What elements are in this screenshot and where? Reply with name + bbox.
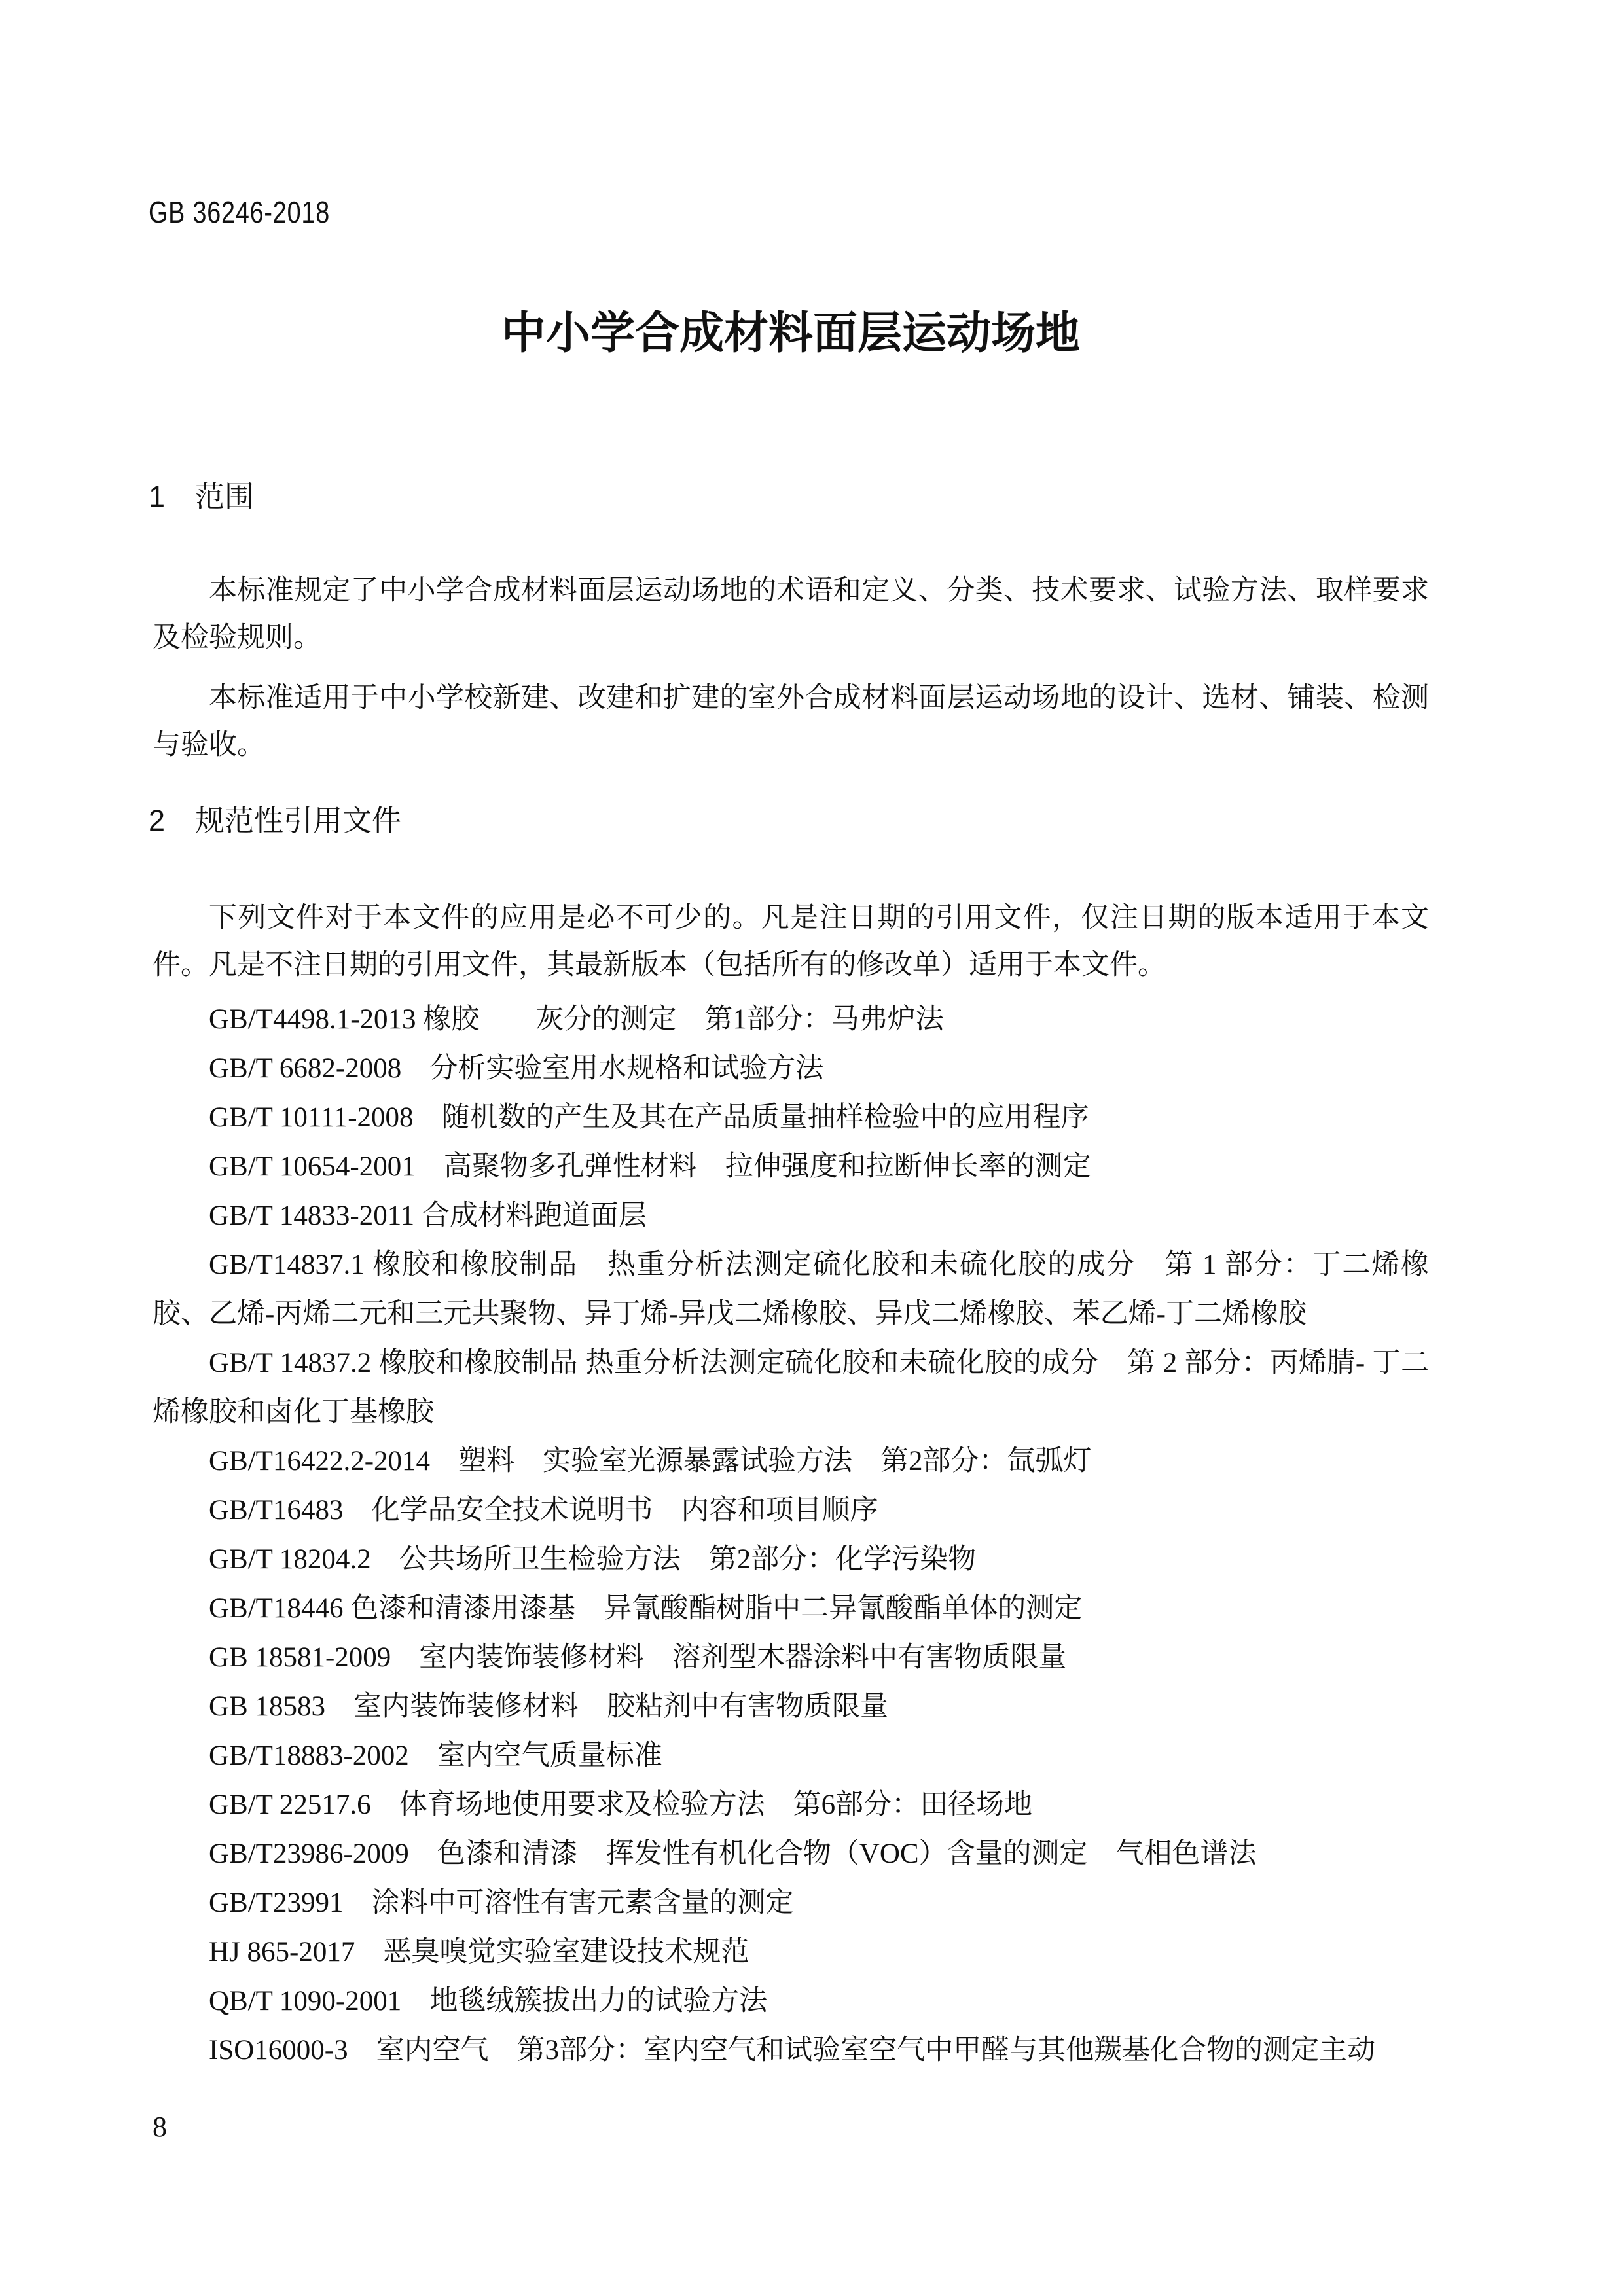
section-heading-normative-references: [149, 803, 401, 838]
reference-item: GB/T 14837.2 橡胶和橡胶制品 热重分析法测定硫化胶和未硫化胶的成分 第 2 部分：丙烯腈- 丁二烯橡胶和卤化丁基橡胶: [153, 1348, 1429, 1427]
reference-item: GB/T23991 涂料中可溶性有害元素含量的测定: [209, 1888, 794, 1918]
reference-item: GB/T 18204.2 公共场所卫生检验方法 第2部分：化学污染物: [209, 1544, 977, 1575]
section-heading-label: 范围: [195, 480, 255, 513]
reference-item: ISO16000-3 室内空气 第3部分：室内空气和试验室空气中甲醛与其他羰基化合物的测定主动: [209, 2035, 1376, 2066]
section-number: 1: [149, 480, 166, 513]
reference-item: GB 18581-2009 室内装饰装修材料 溶剂型木器涂料中有害物质限量: [209, 1642, 1067, 1673]
section-number: 2: [149, 804, 166, 837]
reference-item: GB/T14837.1 橡胶和橡胶制品 热重分析法测定硫化胶和未硫化胶的成分 第 1 部分：丁二烯橡胶、乙烯-丙烯二元和三元共聚物、异丁烯-异戊二烯橡胶、异戊二烯橡胶、苯乙烯-丁二烯橡胶: [153, 1249, 1429, 1329]
references-intro-paragraph: 下列文件对于本文件的应用是必不可少的。凡是注日期的引用文件，仅注日期的版本适用于本文件。凡是不注日期的引用文件，其最新版本（包括所有的修改单）适用于本文件。: [153, 903, 1429, 980]
section-heading-scope: [149, 479, 254, 514]
reference-item: QB/T 1090-2001 地毯绒簇拔出力的试验方法: [209, 1986, 768, 2017]
reference-item: GB/T18446 色漆和清漆用漆基 异氰酸酯树脂中二异氰酸酯单体的测定: [209, 1593, 1083, 1624]
scope-paragraph-1: 本标准规定了中小学合成材料面层运动场地的术语和定义、分类、技术要求、试验方法、取样要求及检验规则。: [153, 575, 1429, 653]
reference-list: [153, 995, 1429, 2075]
reference-item: GB 18583 室内装饰装修材料 胶粘剂中有害物质限量: [209, 1691, 888, 1722]
reference-item: GB/T 6682-2008 分析实验室用水规格和试验方法: [209, 1053, 824, 1084]
reference-item: GB/T4498.1-2013 橡胶 灰分的测定 第1部分：马弗炉法: [209, 1004, 944, 1035]
scope-paragraph-2: 本标准适用于中小学校新建、改建和扩建的室外合成材料面层运动场地的设计、选材、铺装、检测与验收。: [153, 683, 1429, 761]
page-number: 8: [153, 2111, 167, 2143]
reference-item: GB/T 10654-2001 高聚物多孔弹性材料 拉伸强度和拉断伸长率的测定: [209, 1151, 1091, 1182]
reference-item: GB/T16483 化学品安全技术说明书 内容和项目顺序: [209, 1495, 878, 1526]
document-title: 中小学合成材料面层运动场地: [501, 308, 1080, 358]
reference-item: GB/T 10111-2008 随机数的产生及其在产品质量抽样检验中的应用程序: [209, 1102, 1089, 1133]
standard-code: GB 36246-2018: [149, 195, 331, 229]
reference-item: GB/T 14833-2011 合成材料跑道面层: [209, 1200, 647, 1231]
reference-item: GB/T16422.2-2014 塑料 实验室光源暴露试验方法 第2部分：氙弧灯: [209, 1446, 1092, 1477]
reference-item: GB/T23986-2009 色漆和清漆 挥发性有机化合物（VOC）含量的测定 气相色谱法: [209, 1839, 1257, 1869]
reference-item: GB/T 22517.6 体育场地使用要求及检验方法 第6部分：田径场地: [209, 1789, 1033, 1820]
reference-item: HJ 865-2017 恶臭嗅觉实验室建设技术规范: [209, 1937, 749, 1967]
reference-item: GB/T18883-2002 室内空气质量标准: [209, 1740, 662, 1771]
section-heading-label: 规范性引用文件: [195, 804, 402, 837]
